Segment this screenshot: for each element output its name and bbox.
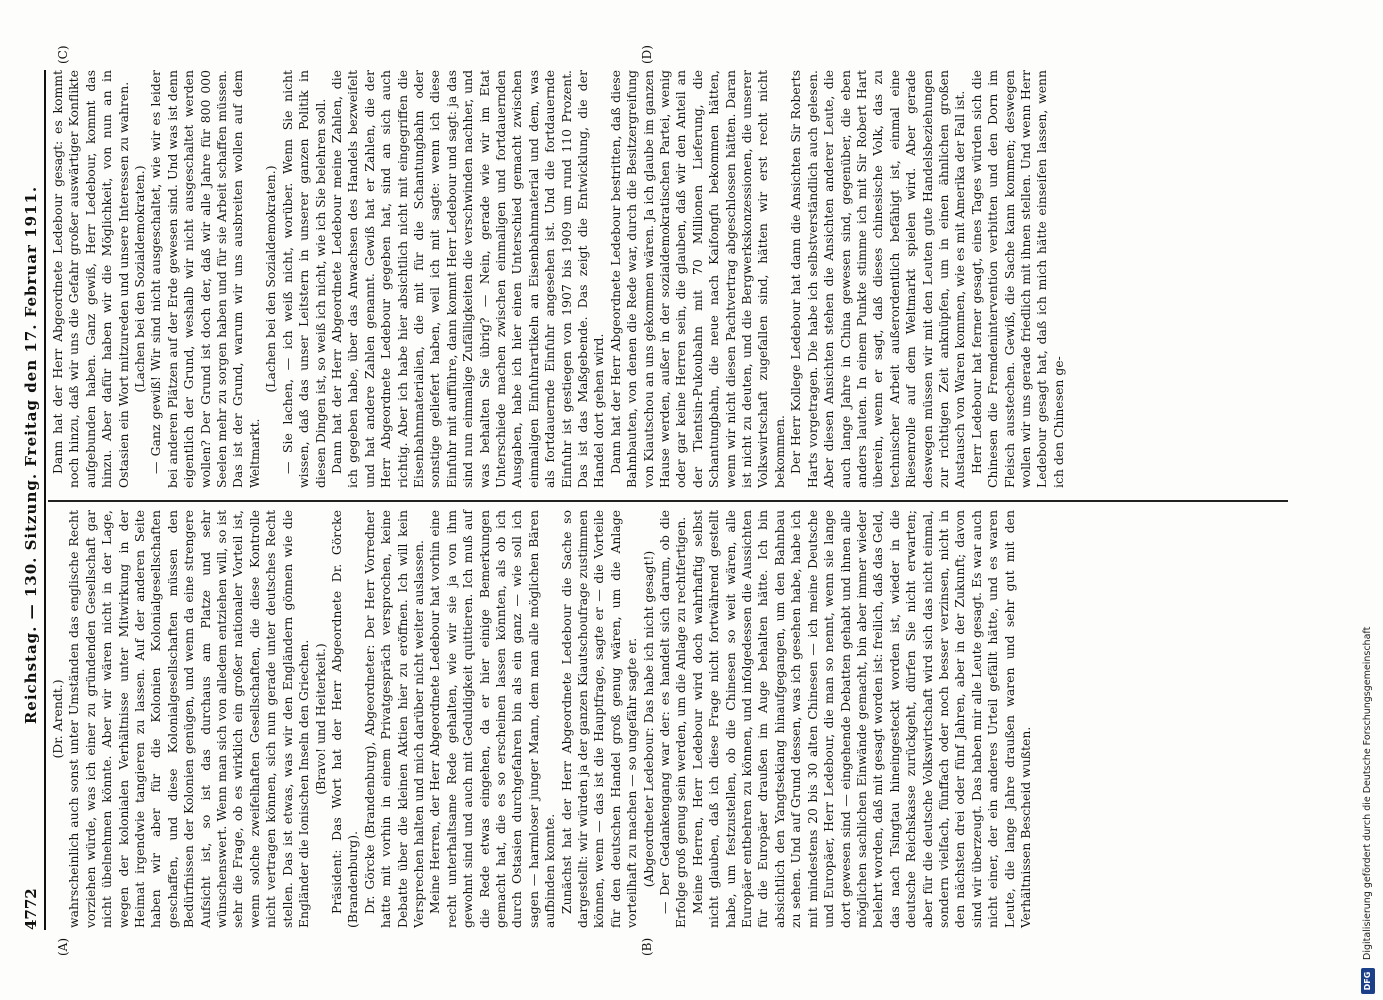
footer-text: Digitalisierung gefördert durch die Deutsche Forschungsgemeinschaft xyxy=(1362,626,1373,960)
left-paragraph: wahrscheinlich auch sonst unter Umständen das englische Recht vorziehen würde, was ich einer zu gründenden Gesellschaft gar nicht übelnehmen könnte. Aber wir wären nicht in der Lage, wegen der kolonialen Verhältnisse unter Mitwirkung in der Heimat irgendwie tangieren zu lassen. Auf der anderen Seite haben wir aber für die Kolonien Kolonialgesellschaften geschaffen, und diese Kolonialgesellschaften müssen den Bedürfnissen der Kolonien genügen, und wenn da eine strengere Aufsicht ist, so ist das durchaus am Platze und sehr wünschenswert. Wenn man sich von alledem entziehen will, so ist sehr die Frage, ob es wirklich ein großer nationaler Vorteil ist, wenn solche zweifelhaften Gesellschaften, die diese Kontrolle nicht vertragen können, sich nun gerade unter deutsches Recht stellen. Das ist etwas, was wir den Engländern gönnen wie die Engländer die Ionischen Inseln den Griechen. xyxy=(66,510,312,928)
left-interjection: (Bravo! und Heiterkeit.) xyxy=(312,643,328,795)
right-paragraph: — Sie lachen, — ich weiß nicht, worüber. Wenn Sie nicht wissen, daß das unser Leitstern in unserer ganzen Politik in diesen Dingen ist, so weiß ich nicht, wie ich Sie belehren soll. xyxy=(279,70,328,488)
right-interjection: (Lachen bei den Sozialdemokraten.) xyxy=(263,165,279,393)
header-title: Reichstag. — 130. Sitzung. Freitag den 17. Februar 1911. xyxy=(22,185,40,725)
left-paragraph: Präsident: Das Wort hat der Herr Abgeordnete Dr. Görcke (Brandenburg). xyxy=(328,510,361,928)
right-paragraph: Dann hat der Herr Abgeordnete Ledebour gesagt: es kommt noch hinzu, daß wir uns die Gefahr großer auswärtiger Konflikte aufgebunden haben. Ganz gewiß, Herr Ledebour, kommt das hinzu. Aber dafür haben wir die Möglichkeit, von nun an in Ostasien ein Wort mitzureden und unsere Interessen zu wahren. xyxy=(50,70,131,488)
right-paragraph: Dann hat der Herr Abgeordnete Ledebour bestritten, daß diese Bahnbauten, von denen die Rede war, durch die Besitzergreifung von Kiautschou an uns gekommen wären. Ja ich glaube im ganzen Hause werden, außer in der sozialdemokratischen Partei, wenig oder gar keine Herren sein, die glauben, daß wir den Anteil an der Tientsin-Pukoubahn mit 70 Millionen Lieferung, die Schantungbahn, die neue nach Kaifongfu bekommen hätten, wenn wir nicht diesen Pachtvertrag abgeschlossen hätten. Daran ist nicht zu deuten, und die Bergwerkskonzessionen, die unserer Volkswirtschaft zugefallen sind, hätten wir erst recht nicht bekommen. xyxy=(607,70,787,488)
speaker-tag: (Dr. Arendt.) xyxy=(50,679,65,759)
left-paragraph: Meine Herren, der Herr Abgeordnete Ledebour hat vorhin eine recht unterhaltsame Rede gehalten, wie wir sie ja von ihm gewohnt sind und auch mit Geduldigkeit quittieren. Ich muß auf die Rede etwas eingehen, da er hier einige Bemerkungen gemacht hat, die es so erscheinen lassen könnten, als ob ich durch Ostasien durchgefahren bin als ein ganz — wie soll ich sagen — harmloser junger Mann, dem man alle möglichen Bären aufbinden konnte. xyxy=(427,510,558,928)
page-number: 4772 xyxy=(22,888,40,930)
margin-mark-d: (D) xyxy=(640,45,654,64)
left-paragraph: — Der Gedankengang war der: es handelt sich darum, ob die Erfolge groß genug sein werden, um die Anlage zu rechtfertigen. xyxy=(657,510,689,928)
right-paragraph: Der Herr Kollege Ledebour hat dann die Ansichten Sir Roberts Harts vorgetragen. Die habe ich selbstverständlich auch gelesen. Aber diesen Ansichten stehen die Ansichten anderer Leute, die auch lange Jahre in China gewesen sind, gegenüber, die eben anders lauten. In einem Punkte stimme ich mit Sir Robert Hart überein, wenn er sagt, daß dieses chinesische Volk, das zu technischer Arbeit außerordentlich befähigt ist, einmal eine Riesenrolle auf dem Weltmarkt spielen wird. Aber gerade deswegen müssen wir mit den Leuten gute Handelsbeziehungen zur richtigen Zeit anknüpfen, um in einen ähnlichen großen Austausch von Waren kommen, wie es mit Amerika der Fall ist. xyxy=(788,70,968,488)
left-paragraph: Meine Herren, Herr Ledebour wird doch wahrhaftig selbst nicht glauben, daß ich diese Frage nicht fortwährend gestellt habe, um festzustellen, ob die Chinesen so weit wären, alle Europäer entbehren zu können, und infolgedessen die Aussichten für die Europäer draußen im Auge behalten hätte. Ich bin absichtlich den Yangtsekiang hinaufgegangen, um den Bahnbau zu sehen. Und auf Grund dessen, was ich gesehen habe, habe ich mit mindestens 20 bis 30 alten Chinesen — ich meine Deutsche und Europäer, Herr Ledebour, die man so nennt, wenn sie lange dort gewesen sind — eingehende Debatten gehabt und ihnen alle möglichen sachlichen Einwände gemacht, bin aber immer wieder belehrt worden, daß mit gesagt worden ist: freilich, daß das Geld, das nach Tsingtau hineingesteckt worden ist, wieder in die deutsche Reichskasse zurückgeht, dürfen Sie nicht erwarten; aber für die deutsche Volkswirtschaft wird sich das nicht einmal, sondern vielfach, fünffach oder noch besser verzinsen, nicht in den nächsten drei oder fünf Jahren, aber in der Zukunft; davon sind wir überzeugt. Das haben mir alle Leute gesagt. Es war auch nicht einer, der ein anderes Urteil gefällt hätte, und es waren Leute, die lange Jahre draußen waren und sehr gut mit den Verhältnissen Bescheid wußten. xyxy=(689,510,1033,928)
dfg-logo: DFG xyxy=(1361,968,1375,994)
left-paragraph: Dr. Görcke (Brandenburg), Abgeordneter: Der Herr Vorredner hatte mit vorhin in einem Privatgespräch versprochen, keine Debatte über die kleinen Aktien hier zu eröffnen. Ich will kein Versprechen halten und mich darüber nicht weiter auslassen. xyxy=(361,510,426,928)
column-divider xyxy=(48,500,1288,502)
left-interjection: (Abgeordneter Ledebour: Das habe ich nicht gesagt!) xyxy=(640,550,656,888)
digitization-footer xyxy=(1359,0,1379,1000)
right-paragraph: — Ganz gewiß! Wir sind nicht ausgeschaltet, wie wir es leider bei anderen Plätzen auf der Erde gewesen sind. Und was ist denn eigentlich der Grund, weshalb wir nicht ausgeschaltet werden wollen? Der Grund ist doch der, daß wir alle Jahre für 800 000 Seelen mehr zu sorgen haben und für sie Arbeit schaffen müssen. Das ist der Grund, warum wir uns ausbreiten wollen auf dem Weltmarkt. xyxy=(148,70,262,488)
header-rule xyxy=(44,70,46,930)
right-interjection: (Lachen bei den Sozialdemokraten.) xyxy=(132,165,148,393)
margin-mark-a: (A) xyxy=(56,937,70,956)
right-column xyxy=(50,70,1067,488)
left-column xyxy=(50,510,1034,928)
left-paragraph: Zunächst hat der Herr Abgeordnete Ledebour die Sache so dargestellt: wir würden ja der ganzen Kiautschoufrage zustimmen können, wenn — das ist die Hauptfrage, sagte er — die Vorteile für den deutschen Handel groß genug wären, um die Anlage vorteilhaft zu machen — so ungefähr sagte er. xyxy=(558,510,640,928)
right-paragraph: Dann hat der Herr Abgeordnete Ledebour meine Zahlen, die ich gegeben habe, über das Anwachsen des Handels bezweifelt und hat andere Zahlen genannt. Gewiß hat er Zahlen, die der Herr Abgeordnete Ledebour gegeben hat, sind an sich auch richtig. Aber ich habe hier absichtlich nicht mit eingegriffen die Eisenbahnmaterialien, die mit für die Schantungbahn oder sonstige geliefert haben, weil ich mit sagte: wenn ich diese Einfuhr mit aufführe, dann kommt Herr Ledebour und sagt: ja das sind nun einmalige Zufälligkeiten die verschwinden nachher, und was behalten Sie übrig? — Nein, gerade wie wir im Etat Unterschiede machen zwischen einmaligen und fortdauernden Ausgaben, habe ich hier einen Unterschied gemacht zwischen einmaligen Einfuhrartikeln an Eisenbahnmaterial und dem, was als fortdauernde Einfuhr angesehen ist. Und die fortdauernde Einfuhr ist gestiegen von 1907 bis 1909 um rund 110 Prozent. Das ist das Maßgebende. Das zeigt die Entwicklung, die der Handel dort gehen wird. xyxy=(328,70,607,488)
margin-mark-c: (C) xyxy=(56,45,70,64)
margin-mark-b: (B) xyxy=(640,937,654,956)
right-paragraph: Herr Ledebour hat ferner gesagt, eines Tages würden sich die Chinesen die Fremdenintervention verbitten und den Dorn im Fleisch ausstechen. Gewiß, die Sache kann kommen; deswegen wollen wir uns gerade friedlich mit ihnen stellen. Und wenn Herr Ledebour gesagt hat, daß ich mich hätte einseifen lassen, wenn ich den Chinesen ge- xyxy=(968,70,1066,488)
